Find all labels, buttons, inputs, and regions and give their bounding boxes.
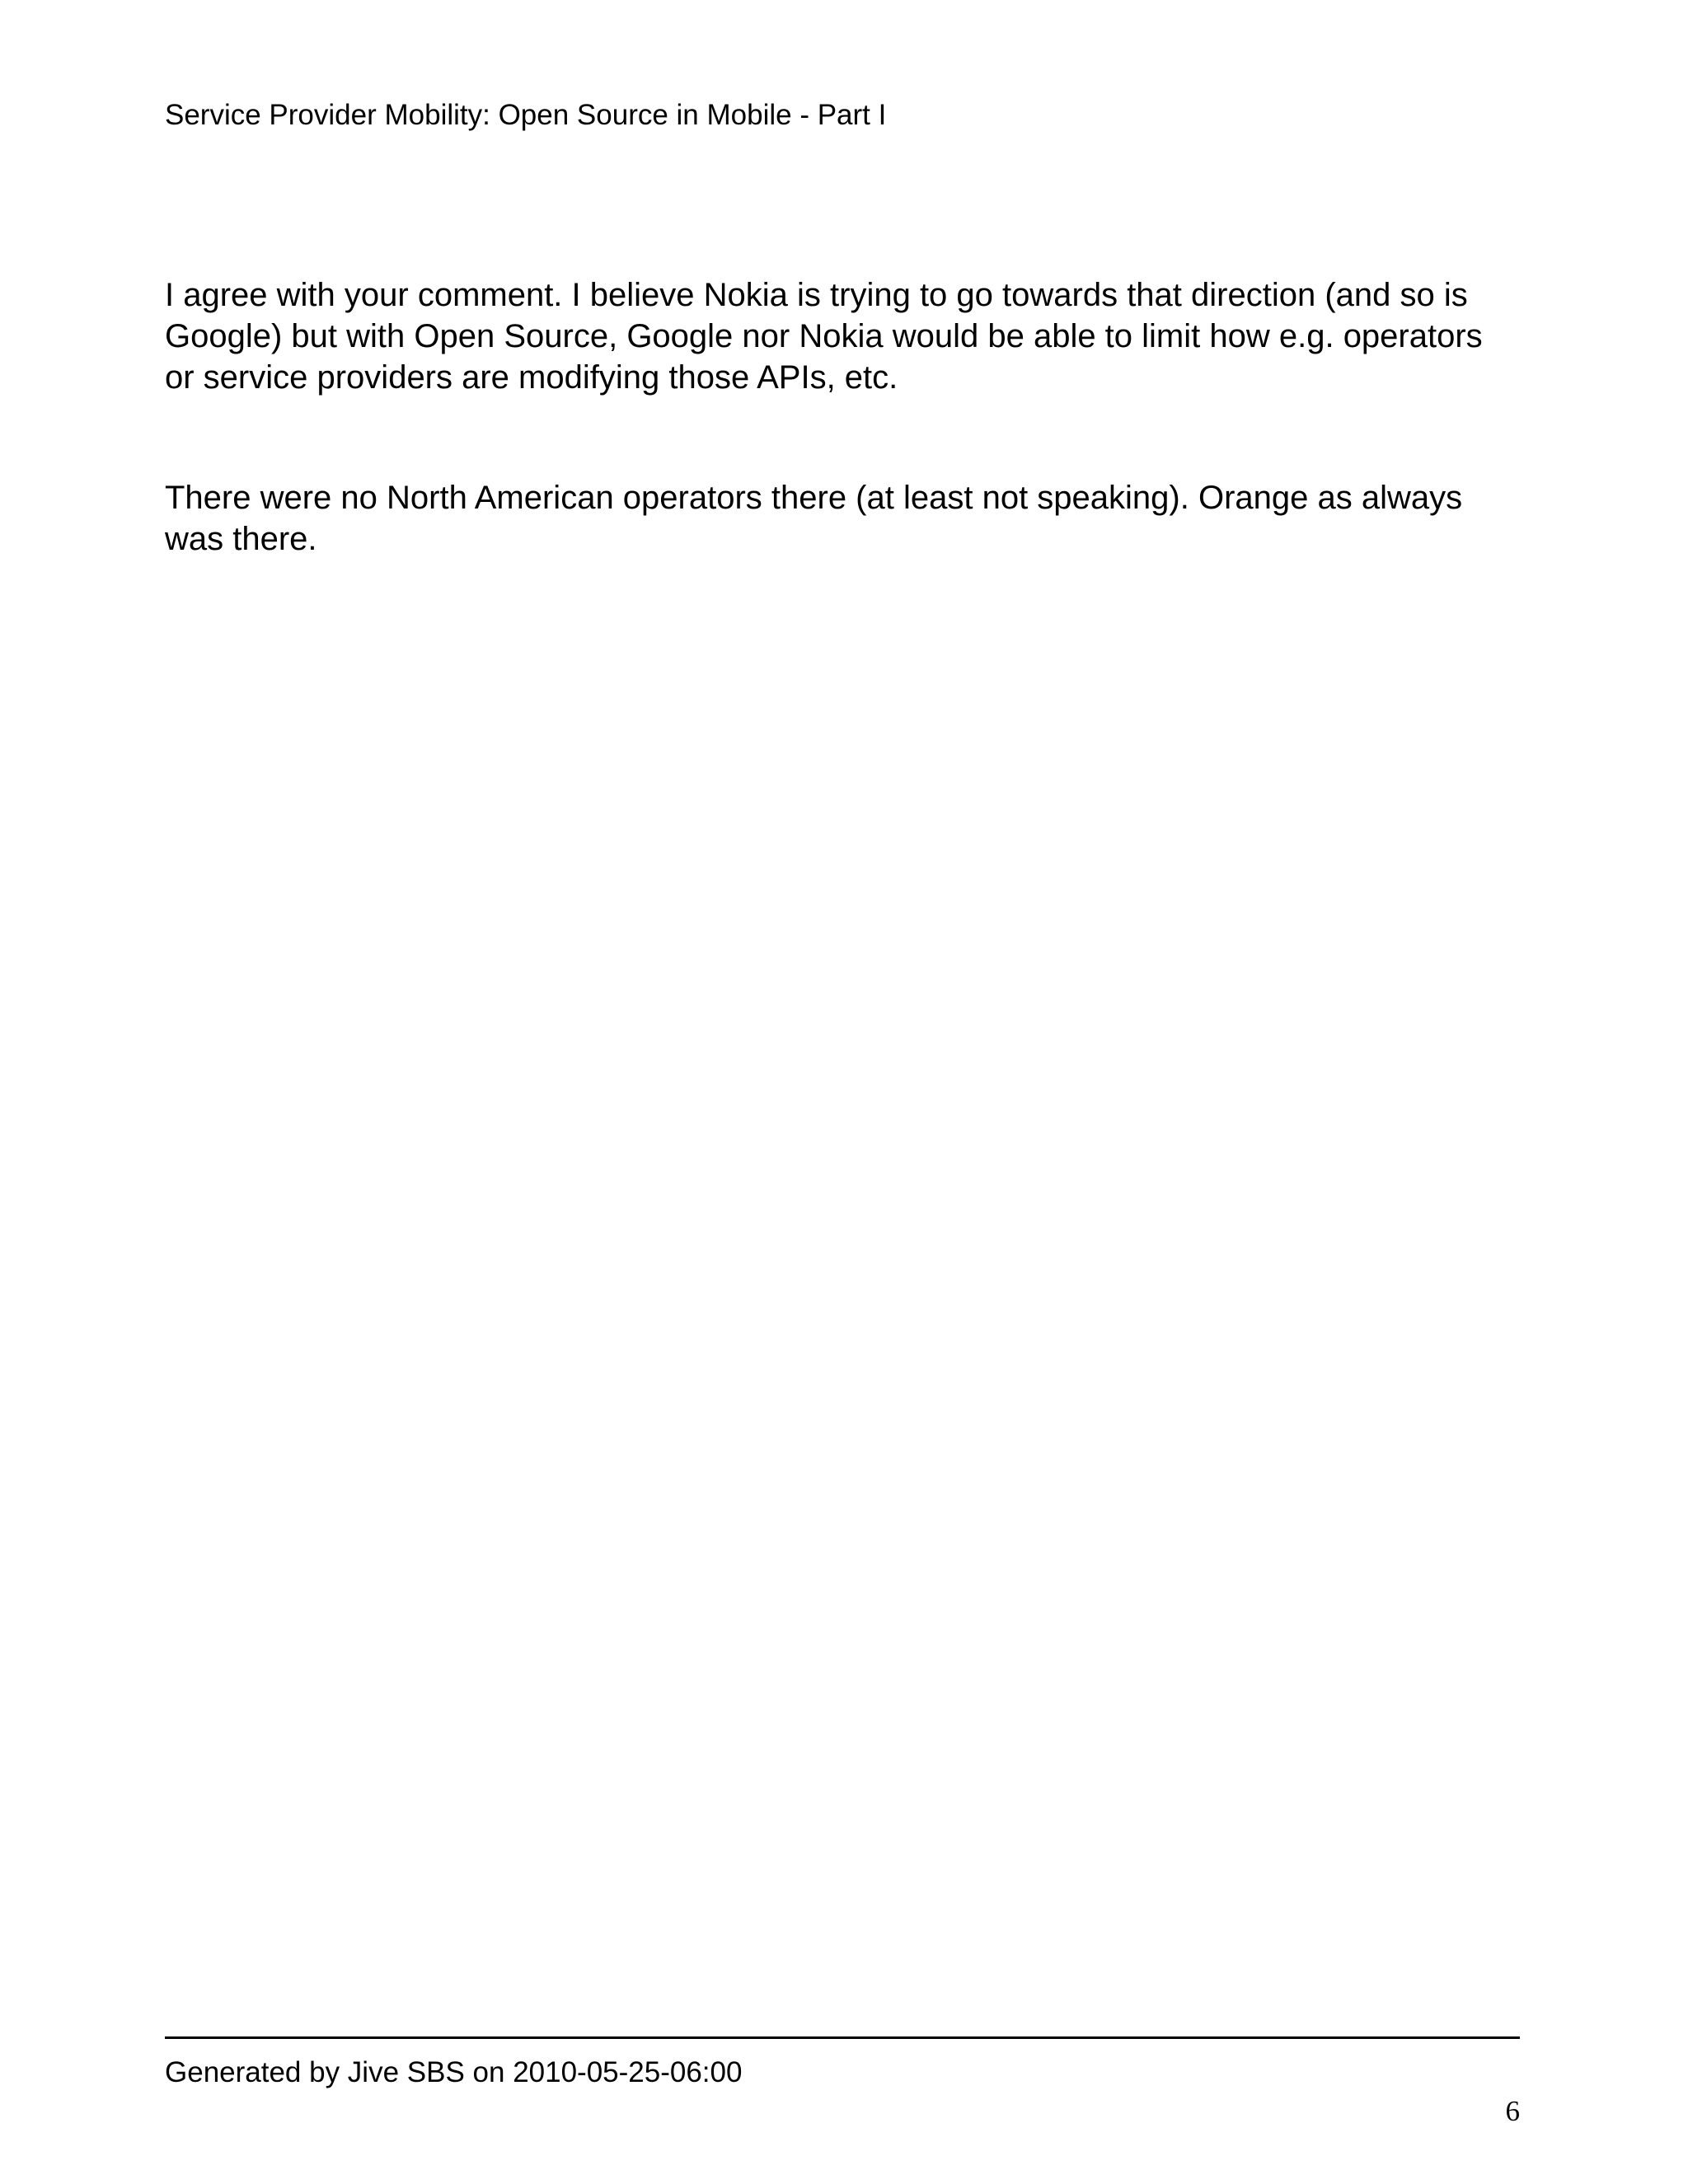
document-header-title: Service Provider Mobility: Open Source in Mobile - Part I [165,99,887,131]
comment-paragraph-1 [165,274,1525,398]
page-number: 6 [1505,2095,1520,2127]
footer-divider [165,2036,1520,2039]
paragraph-line: or service providers are modifying those APIs, etc. [165,359,898,396]
paragraph-line: There were no North American operators there (at least not speaking). Orange as always [165,480,1463,516]
paragraph-line: I agree with your comment. I believe Nokia is trying to go towards that direction (and so is [165,277,1468,313]
comment-paragraph-2 [165,477,1525,560]
document-body [165,274,1525,639]
paragraph-line: Google) but with Open Source, Google nor Nokia would be able to limit how e.g. operators [165,318,1483,354]
paragraph-line: was there. [165,521,317,557]
footer-generated-text: Generated by Jive SBS on 2010-05-25-06:00 [165,2056,743,2088]
